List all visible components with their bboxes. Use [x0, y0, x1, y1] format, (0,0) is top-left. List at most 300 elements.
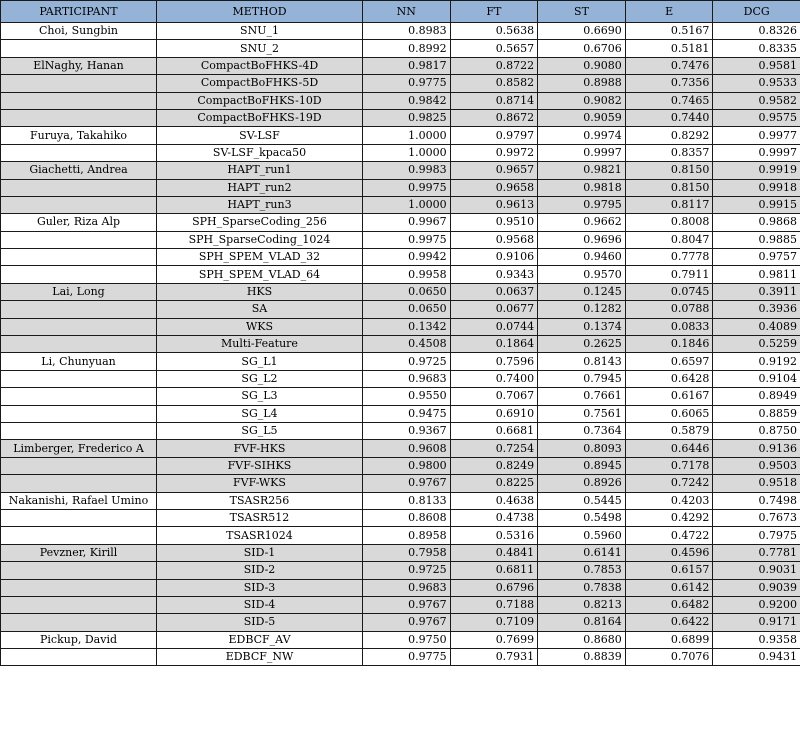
participant-cell: [1, 196, 157, 213]
participant-cell: [1, 596, 157, 613]
table-row: [1, 596, 800, 613]
participant-cell: [1, 336, 157, 353]
method-cell: SPH_SPEM_VLAD_32: [157, 249, 363, 266]
participant-cell: [1, 249, 157, 266]
method-cell: SG_L3: [157, 388, 363, 405]
dcg-cell: 0.9358: [713, 631, 800, 648]
st-cell: 0.7561: [538, 405, 626, 422]
st-cell: 0.9059: [538, 109, 626, 126]
st-cell: 0.8093: [538, 440, 626, 457]
ft-cell: 0.9657: [450, 162, 538, 179]
st-cell: 0.9460: [538, 249, 626, 266]
participant-cell: Li, Chunyuan: [1, 353, 157, 370]
e-cell: 0.6428: [625, 370, 713, 387]
table-row: [1, 614, 800, 631]
st-cell: 0.8988: [538, 75, 626, 92]
table-row: [1, 318, 800, 335]
st-cell: 0.8143: [538, 353, 626, 370]
method-cell: SV-LSF_kpaca50: [157, 144, 363, 161]
ft-cell: 0.8225: [450, 475, 538, 492]
st-cell: 0.8213: [538, 596, 626, 613]
dcg-cell: 0.8326: [713, 23, 800, 40]
nn-cell: 1.0000: [363, 144, 451, 161]
nn-cell: 0.9367: [363, 422, 451, 439]
dcg-cell: 0.9136: [713, 440, 800, 457]
dcg-cell: 0.5259: [713, 336, 800, 353]
method-cell: FVF-SIHKS: [157, 457, 363, 474]
participant-cell: [1, 75, 157, 92]
participant-cell: [1, 562, 157, 579]
st-cell: 0.9997: [538, 144, 626, 161]
ft-cell: 0.7400: [450, 370, 538, 387]
st-cell: 0.1282: [538, 301, 626, 318]
dcg-cell: 0.9031: [713, 562, 800, 579]
participant-cell: Furuya, Takahiko: [1, 127, 157, 144]
dcg-cell: 0.3936: [713, 301, 800, 318]
dcg-cell: 0.9918: [713, 179, 800, 196]
method-cell: SV-LSF: [157, 127, 363, 144]
e-cell: 0.7465: [625, 92, 713, 109]
header-participant: PARTICIPANT: [1, 1, 157, 23]
ft-cell: 0.7109: [450, 614, 538, 631]
st-cell: 0.1374: [538, 318, 626, 335]
table-row: [1, 109, 800, 126]
ft-cell: 0.8672: [450, 109, 538, 126]
st-cell: 0.5445: [538, 492, 626, 509]
table-row: [1, 370, 800, 387]
method-cell: SNU_1: [157, 23, 363, 40]
e-cell: 0.7356: [625, 75, 713, 92]
table-row: [1, 266, 800, 283]
st-cell: 0.8945: [538, 457, 626, 474]
method-cell: TSASR256: [157, 492, 363, 509]
e-cell: 0.4596: [625, 544, 713, 561]
participant-cell: Nakanishi, Rafael Umino: [1, 492, 157, 509]
nn-cell: 0.9975: [363, 179, 451, 196]
nn-cell: 0.0650: [363, 283, 451, 300]
st-cell: 0.9570: [538, 266, 626, 283]
method-cell: FVF-HKS: [157, 440, 363, 457]
e-cell: 0.4203: [625, 492, 713, 509]
ft-cell: 0.9613: [450, 196, 538, 213]
nn-cell: 0.9475: [363, 405, 451, 422]
dcg-cell: 0.9977: [713, 127, 800, 144]
table-row: [1, 527, 800, 544]
method-cell: SG_L4: [157, 405, 363, 422]
dcg-cell: 0.9200: [713, 596, 800, 613]
nn-cell: 0.9817: [363, 57, 451, 74]
e-cell: 0.6065: [625, 405, 713, 422]
st-cell: 0.8839: [538, 649, 626, 666]
ft-cell: 0.5638: [450, 23, 538, 40]
participant-cell: [1, 40, 157, 57]
st-cell: 0.9795: [538, 196, 626, 213]
dcg-cell: 0.9915: [713, 196, 800, 213]
e-cell: 0.6446: [625, 440, 713, 457]
header-method: METHOD: [157, 1, 363, 23]
nn-cell: 0.1342: [363, 318, 451, 335]
header-nn: NN: [363, 1, 451, 23]
ft-cell: 0.0637: [450, 283, 538, 300]
header-st: ST: [538, 1, 626, 23]
table-row: [1, 544, 800, 561]
st-cell: 0.7853: [538, 562, 626, 579]
e-cell: 0.6422: [625, 614, 713, 631]
nn-cell: 1.0000: [363, 127, 451, 144]
table-row: [1, 336, 800, 353]
nn-cell: 0.9775: [363, 75, 451, 92]
ft-cell: 0.0744: [450, 318, 538, 335]
nn-cell: 0.9958: [363, 266, 451, 283]
dcg-cell: 0.9582: [713, 92, 800, 109]
method-cell: EDBCF_NW: [157, 649, 363, 666]
dcg-cell: 0.7975: [713, 527, 800, 544]
method-cell: HKS: [157, 283, 363, 300]
table-row: [1, 162, 800, 179]
table-row: [1, 214, 800, 231]
participant-cell: ElNaghy, Hanan: [1, 57, 157, 74]
method-cell: SID-5: [157, 614, 363, 631]
table-row: [1, 40, 800, 57]
method-cell: SPH_SparseCoding_256: [157, 214, 363, 231]
table-row: [1, 231, 800, 248]
participant-cell: [1, 370, 157, 387]
table-row: [1, 562, 800, 579]
ft-cell: 0.8249: [450, 457, 538, 474]
table-body: [1, 23, 800, 666]
participant-cell: [1, 144, 157, 161]
nn-cell: 0.8992: [363, 40, 451, 57]
e-cell: 0.4722: [625, 527, 713, 544]
st-cell: 0.1245: [538, 283, 626, 300]
st-cell: 0.6706: [538, 40, 626, 57]
dcg-cell: 0.7673: [713, 509, 800, 526]
participant-cell: [1, 614, 157, 631]
dcg-cell: 0.9431: [713, 649, 800, 666]
nn-cell: 0.8983: [363, 23, 451, 40]
participant-cell: [1, 579, 157, 596]
method-cell: SG_L1: [157, 353, 363, 370]
participant-cell: Guler, Riza Alp: [1, 214, 157, 231]
nn-cell: 0.9683: [363, 370, 451, 387]
dcg-cell: 0.4089: [713, 318, 800, 335]
table-row: [1, 179, 800, 196]
table-row: [1, 301, 800, 318]
participant-cell: [1, 318, 157, 335]
dcg-cell: 0.9518: [713, 475, 800, 492]
method-cell: FVF-WKS: [157, 475, 363, 492]
ft-cell: 0.7188: [450, 596, 538, 613]
st-cell: 0.9662: [538, 214, 626, 231]
table-row: [1, 196, 800, 213]
dcg-cell: 0.7781: [713, 544, 800, 561]
dcg-cell: 0.9885: [713, 231, 800, 248]
e-cell: 0.0745: [625, 283, 713, 300]
participant-cell: [1, 509, 157, 526]
method-cell: CompactBoFHKS-4D: [157, 57, 363, 74]
table-row: [1, 144, 800, 161]
ft-cell: 0.6910: [450, 405, 538, 422]
st-cell: 0.6141: [538, 544, 626, 561]
table-row: [1, 649, 800, 666]
method-cell: SPH_SparseCoding_1024: [157, 231, 363, 248]
e-cell: 0.6157: [625, 562, 713, 579]
nn-cell: 0.9608: [363, 440, 451, 457]
e-cell: 0.6899: [625, 631, 713, 648]
nn-cell: 0.9725: [363, 353, 451, 370]
dcg-cell: 0.9868: [713, 214, 800, 231]
dcg-cell: 0.9997: [713, 144, 800, 161]
header-e: E: [625, 1, 713, 23]
method-cell: CompactBoFHKS-5D: [157, 75, 363, 92]
participant-cell: [1, 405, 157, 422]
e-cell: 0.6142: [625, 579, 713, 596]
participant-cell: Pevzner, Kirill: [1, 544, 157, 561]
st-cell: 0.8926: [538, 475, 626, 492]
method-cell: HAPT_run3: [157, 196, 363, 213]
nn-cell: 0.9842: [363, 92, 451, 109]
table-row: [1, 492, 800, 509]
table-row: [1, 440, 800, 457]
nn-cell: 0.9825: [363, 109, 451, 126]
participant-cell: [1, 457, 157, 474]
e-cell: 0.7242: [625, 475, 713, 492]
nn-cell: 0.9800: [363, 457, 451, 474]
header-ft: FT: [450, 1, 538, 23]
dcg-cell: 0.9919: [713, 162, 800, 179]
ft-cell: 0.4841: [450, 544, 538, 561]
table-row: [1, 509, 800, 526]
nn-cell: 0.9975: [363, 231, 451, 248]
ft-cell: 0.8714: [450, 92, 538, 109]
participant-cell: [1, 92, 157, 109]
table-row: [1, 388, 800, 405]
participant-cell: Pickup, David: [1, 631, 157, 648]
e-cell: 0.7076: [625, 649, 713, 666]
e-cell: 0.6482: [625, 596, 713, 613]
ft-cell: 0.9568: [450, 231, 538, 248]
st-cell: 0.5498: [538, 509, 626, 526]
ft-cell: 0.1864: [450, 336, 538, 353]
ft-cell: 0.7067: [450, 388, 538, 405]
e-cell: 0.6167: [625, 388, 713, 405]
e-cell: 0.8150: [625, 179, 713, 196]
table-row: [1, 422, 800, 439]
ft-cell: 0.5316: [450, 527, 538, 544]
participant-cell: [1, 527, 157, 544]
participant-cell: Giachetti, Andrea: [1, 162, 157, 179]
dcg-cell: 0.9104: [713, 370, 800, 387]
e-cell: 0.8117: [625, 196, 713, 213]
nn-cell: 0.9983: [363, 162, 451, 179]
ft-cell: 0.6681: [450, 422, 538, 439]
nn-cell: 1.0000: [363, 196, 451, 213]
dcg-cell: 0.9171: [713, 614, 800, 631]
table-row: [1, 405, 800, 422]
dcg-cell: 0.8750: [713, 422, 800, 439]
table-header: [1, 1, 800, 23]
dcg-cell: 0.8949: [713, 388, 800, 405]
e-cell: 0.7476: [625, 57, 713, 74]
e-cell: 0.4292: [625, 509, 713, 526]
nn-cell: 0.9550: [363, 388, 451, 405]
method-cell: HAPT_run2: [157, 179, 363, 196]
e-cell: 0.7911: [625, 266, 713, 283]
method-cell: SID-4: [157, 596, 363, 613]
dcg-cell: 0.9575: [713, 109, 800, 126]
dcg-cell: 0.9811: [713, 266, 800, 283]
nn-cell: 0.9942: [363, 249, 451, 266]
ft-cell: 0.4738: [450, 509, 538, 526]
e-cell: 0.0833: [625, 318, 713, 335]
st-cell: 0.8164: [538, 614, 626, 631]
method-cell: SNU_2: [157, 40, 363, 57]
st-cell: 0.9818: [538, 179, 626, 196]
method-cell: Multi-Feature: [157, 336, 363, 353]
dcg-cell: 0.3911: [713, 283, 800, 300]
nn-cell: 0.9767: [363, 596, 451, 613]
e-cell: 0.1846: [625, 336, 713, 353]
table-row: [1, 283, 800, 300]
method-cell: CompactBoFHKS-19D: [157, 109, 363, 126]
nn-cell: 0.8133: [363, 492, 451, 509]
dcg-cell: 0.8335: [713, 40, 800, 57]
method-cell: SG_L5: [157, 422, 363, 439]
table-row: [1, 475, 800, 492]
ft-cell: 0.9797: [450, 127, 538, 144]
participant-cell: [1, 266, 157, 283]
method-cell: CompactBoFHKS-10D: [157, 92, 363, 109]
ft-cell: 0.7254: [450, 440, 538, 457]
st-cell: 0.9082: [538, 92, 626, 109]
e-cell: 0.6597: [625, 353, 713, 370]
dcg-cell: 0.8859: [713, 405, 800, 422]
participant-cell: Choi, Sungbin: [1, 23, 157, 40]
e-cell: 0.5879: [625, 422, 713, 439]
participant-cell: [1, 388, 157, 405]
ft-cell: 0.5657: [450, 40, 538, 57]
method-cell: WKS: [157, 318, 363, 335]
st-cell: 0.6690: [538, 23, 626, 40]
method-cell: SA: [157, 301, 363, 318]
e-cell: 0.8357: [625, 144, 713, 161]
table-row: [1, 353, 800, 370]
dcg-cell: 0.9533: [713, 75, 800, 92]
nn-cell: 0.4508: [363, 336, 451, 353]
ft-cell: 0.9658: [450, 179, 538, 196]
nn-cell: 0.7958: [363, 544, 451, 561]
st-cell: 0.7945: [538, 370, 626, 387]
ft-cell: 0.6796: [450, 579, 538, 596]
st-cell: 0.2625: [538, 336, 626, 353]
e-cell: 0.5167: [625, 23, 713, 40]
participant-cell: [1, 475, 157, 492]
st-cell: 0.9974: [538, 127, 626, 144]
table-row: [1, 75, 800, 92]
method-cell: EDBCF_AV: [157, 631, 363, 648]
e-cell: 0.5181: [625, 40, 713, 57]
nn-cell: 0.9683: [363, 579, 451, 596]
method-cell: SPH_SPEM_VLAD_64: [157, 266, 363, 283]
st-cell: 0.9696: [538, 231, 626, 248]
ft-cell: 0.7596: [450, 353, 538, 370]
participant-cell: [1, 301, 157, 318]
dcg-cell: 0.9039: [713, 579, 800, 596]
method-cell: SID-3: [157, 579, 363, 596]
participant-cell: Lai, Long: [1, 283, 157, 300]
header-dcg: DCG: [713, 1, 800, 23]
e-cell: 0.7778: [625, 249, 713, 266]
table-row: [1, 57, 800, 74]
nn-cell: 0.8608: [363, 509, 451, 526]
e-cell: 0.8047: [625, 231, 713, 248]
dcg-cell: 0.9581: [713, 57, 800, 74]
ft-cell: 0.0677: [450, 301, 538, 318]
ft-cell: 0.9343: [450, 266, 538, 283]
ft-cell: 0.9510: [450, 214, 538, 231]
nn-cell: 0.9767: [363, 475, 451, 492]
participant-cell: [1, 231, 157, 248]
e-cell: 0.8008: [625, 214, 713, 231]
nn-cell: 0.9725: [363, 562, 451, 579]
participant-cell: Limberger, Frederico A: [1, 440, 157, 457]
ft-cell: 0.4638: [450, 492, 538, 509]
st-cell: 0.8680: [538, 631, 626, 648]
header-row: [1, 1, 800, 23]
table-row: [1, 127, 800, 144]
st-cell: 0.9821: [538, 162, 626, 179]
nn-cell: 0.9750: [363, 631, 451, 648]
table-row: [1, 249, 800, 266]
st-cell: 0.7838: [538, 579, 626, 596]
ft-cell: 0.7699: [450, 631, 538, 648]
nn-cell: 0.9775: [363, 649, 451, 666]
participant-cell: [1, 422, 157, 439]
table-row: [1, 92, 800, 109]
e-cell: 0.7178: [625, 457, 713, 474]
st-cell: 0.7364: [538, 422, 626, 439]
st-cell: 0.9080: [538, 57, 626, 74]
ft-cell: 0.9106: [450, 249, 538, 266]
st-cell: 0.7661: [538, 388, 626, 405]
nn-cell: 0.9767: [363, 614, 451, 631]
participant-cell: [1, 109, 157, 126]
table-row: [1, 579, 800, 596]
ft-cell: 0.9972: [450, 144, 538, 161]
st-cell: 0.5960: [538, 527, 626, 544]
ft-cell: 0.8582: [450, 75, 538, 92]
method-cell: SG_L2: [157, 370, 363, 387]
method-cell: TSASR1024: [157, 527, 363, 544]
e-cell: 0.0788: [625, 301, 713, 318]
ft-cell: 0.6811: [450, 562, 538, 579]
e-cell: 0.8292: [625, 127, 713, 144]
participant-cell: [1, 649, 157, 666]
table-row: [1, 631, 800, 648]
dcg-cell: 0.9192: [713, 353, 800, 370]
nn-cell: 0.8958: [363, 527, 451, 544]
e-cell: 0.8150: [625, 162, 713, 179]
e-cell: 0.7440: [625, 109, 713, 126]
nn-cell: 0.0650: [363, 301, 451, 318]
ft-cell: 0.7931: [450, 649, 538, 666]
ft-cell: 0.8722: [450, 57, 538, 74]
nn-cell: 0.9967: [363, 214, 451, 231]
method-cell: SID-2: [157, 562, 363, 579]
dcg-cell: 0.9757: [713, 249, 800, 266]
table-row: [1, 457, 800, 474]
participant-cell: [1, 179, 157, 196]
